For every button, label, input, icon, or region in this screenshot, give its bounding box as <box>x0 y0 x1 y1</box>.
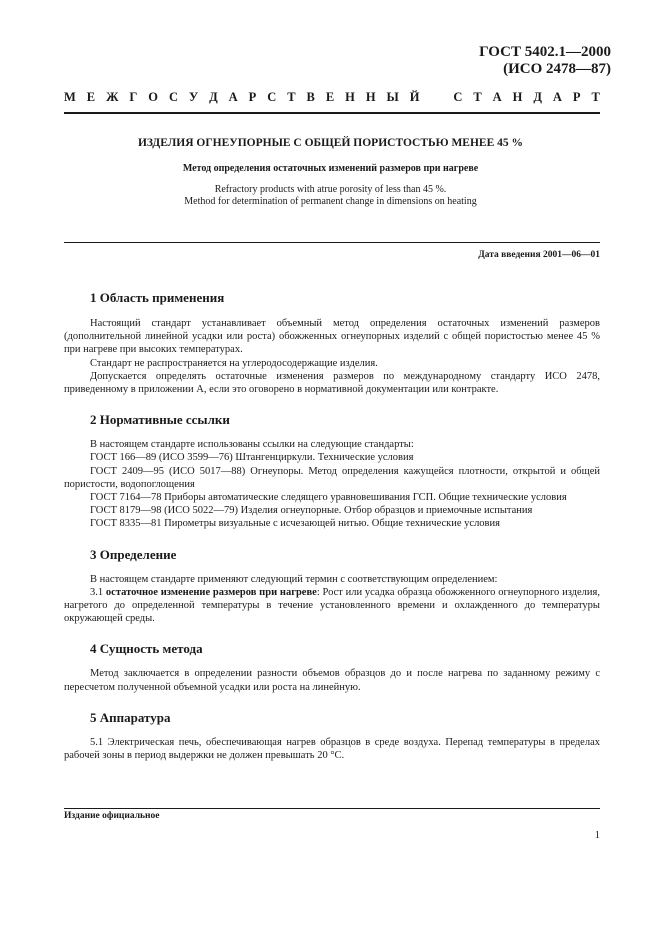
paragraph: Настоящий стандарт устанавливает объемный метод определения остаточных изменений размеров (дополнительной линейной усадки или роста) обожженных огнеупорных изделий с общей пористостью менее 45 % при нагреве при высоких температурах. <box>64 318 600 356</box>
banner-letter: Ы <box>386 90 399 104</box>
section-heading: 4 Сущность метода <box>90 641 203 657</box>
banner-letter: В <box>306 90 315 104</box>
top-divider <box>64 112 600 114</box>
banner-letter: Р <box>248 90 257 104</box>
paragraph: Допускается определять остаточные изменения размеров по международному стандарту ИСО 2478, приведенному в приложении А, если это оговорено в нормативной документации или контракте. <box>64 370 600 396</box>
banner-letter: Д <box>209 90 218 104</box>
banner-letter: Г <box>129 90 138 104</box>
banner-letter: Р <box>572 90 581 104</box>
footer-divider <box>64 808 600 809</box>
banner-letter: У <box>188 90 199 104</box>
banner-letter: Ж <box>106 90 119 104</box>
reference-item: ГОСТ 166—89 (ИСО 3599—76) Штангенциркули. Технические условия <box>90 452 414 464</box>
reference-item: ГОСТ 7164—78 Приборы автоматические следящего уравновешивания ГСП. Общие технические условия <box>90 492 567 504</box>
banner-letter: Е <box>325 90 335 104</box>
standard-code <box>479 44 611 78</box>
title-divider <box>64 242 600 243</box>
banner-letter: Д <box>533 90 542 104</box>
standard-code-iso: (ИСО 2478—87) <box>503 61 611 77</box>
banner-letter: Т <box>473 90 482 104</box>
introduction-date: Дата введения 2001—06—01 <box>478 250 600 260</box>
banner-letter: Й <box>409 90 420 104</box>
banner-letter: Н <box>512 90 523 104</box>
paragraph: Стандарт не распространяется на углеродосодержащие изделия. <box>90 357 378 369</box>
definition-text: : Рост или усадка образца обожженного огнеупорного изделия, нагретого до определенной температуры в течение установленного времени и охлажденного до температуры окружающей среды. <box>64 586 600 625</box>
section-definition <box>64 547 600 626</box>
paragraph: Метод заключается в определении разности объемов образцов до и после нагрева по заданному режиму с пересчетом полученной объемной усадки или роста на линейную. <box>64 668 600 693</box>
banner-letter: А <box>552 90 562 104</box>
banner-letter: С <box>453 90 463 104</box>
banner-letter: Т <box>591 90 600 104</box>
reference-item: ГОСТ 8179—98 (ИСО 5022—79) Изделия огнеупорные. Отбор образцов и приемочные испытания <box>90 505 533 517</box>
page-number: 1 <box>594 830 600 841</box>
section-references <box>64 412 600 530</box>
paragraph: В настоящем стандарте применяют следующий термин с соответствующим определением: <box>90 573 498 585</box>
section-heading: 2 Нормативные ссылки <box>90 412 230 428</box>
english-title <box>0 184 661 208</box>
banner-letter: О <box>148 90 159 104</box>
banner-letter: Е <box>86 90 96 104</box>
banner-word-gap <box>430 90 442 105</box>
interstate-standard-banner <box>64 90 600 105</box>
definition-item <box>64 586 600 626</box>
section-method-essence <box>64 641 600 693</box>
document-body <box>64 290 600 762</box>
section-scope <box>64 290 600 396</box>
section-heading: 5 Аппаратура <box>90 709 171 725</box>
section-apparatus <box>64 710 600 762</box>
english-title-line-2: Method for determination of permanent change in dimensions on heating <box>184 196 477 207</box>
banner-letter: А <box>228 90 238 104</box>
reference-item: ГОСТ 8335—81 Пирометры визуальные с исчезающей нитью. Общие технические условия <box>90 518 500 530</box>
method-title: Метод определения остаточных изменений размеров при нагреве <box>182 163 479 174</box>
banner-letter: Т <box>287 90 296 104</box>
paragraph: 5.1 Электрическая печь, обеспечивающая нагрев образцов в среде воздуха. Перепад температуры в пределах рабочей зоны в период выдержки не должен превышать 20 °С. <box>64 736 600 762</box>
official-edition-label: Издание официальное <box>64 811 160 821</box>
banner-letter: Н <box>345 90 355 104</box>
paragraph: В настоящем стандарте использованы ссылки на следующие стандарты: <box>90 439 414 451</box>
section-heading: 3 Определение <box>90 546 177 562</box>
section-heading: 1 Область применения <box>90 290 225 305</box>
definition-number: 3.1 <box>90 586 104 598</box>
banner-letter: Н <box>365 90 376 104</box>
standard-code-gost: ГОСТ 5402.1—2000 <box>479 44 611 60</box>
document-title: ИЗДЕЛИЯ ОГНЕУПОРНЫЕ С ОБЩЕЙ ПОРИСТОСТЬЮ МЕНЕЕ 45 % <box>137 137 524 149</box>
banner-letter: С <box>168 90 179 104</box>
reference-item: ГОСТ 2409—95 (ИСО 5017—88) Огнеупоры. Метод определения кажущейся плотности, открытой и общей пористости, водопоглощения <box>64 465 600 490</box>
definition-term: остаточное изменение размеров при нагреве <box>105 586 317 598</box>
banner-letter: С <box>267 90 277 104</box>
banner-letter: М <box>64 90 76 104</box>
banner-letter: А <box>492 90 502 104</box>
english-title-line-1: Refractory products with atrue porosity of less than 45 %. <box>214 184 447 195</box>
